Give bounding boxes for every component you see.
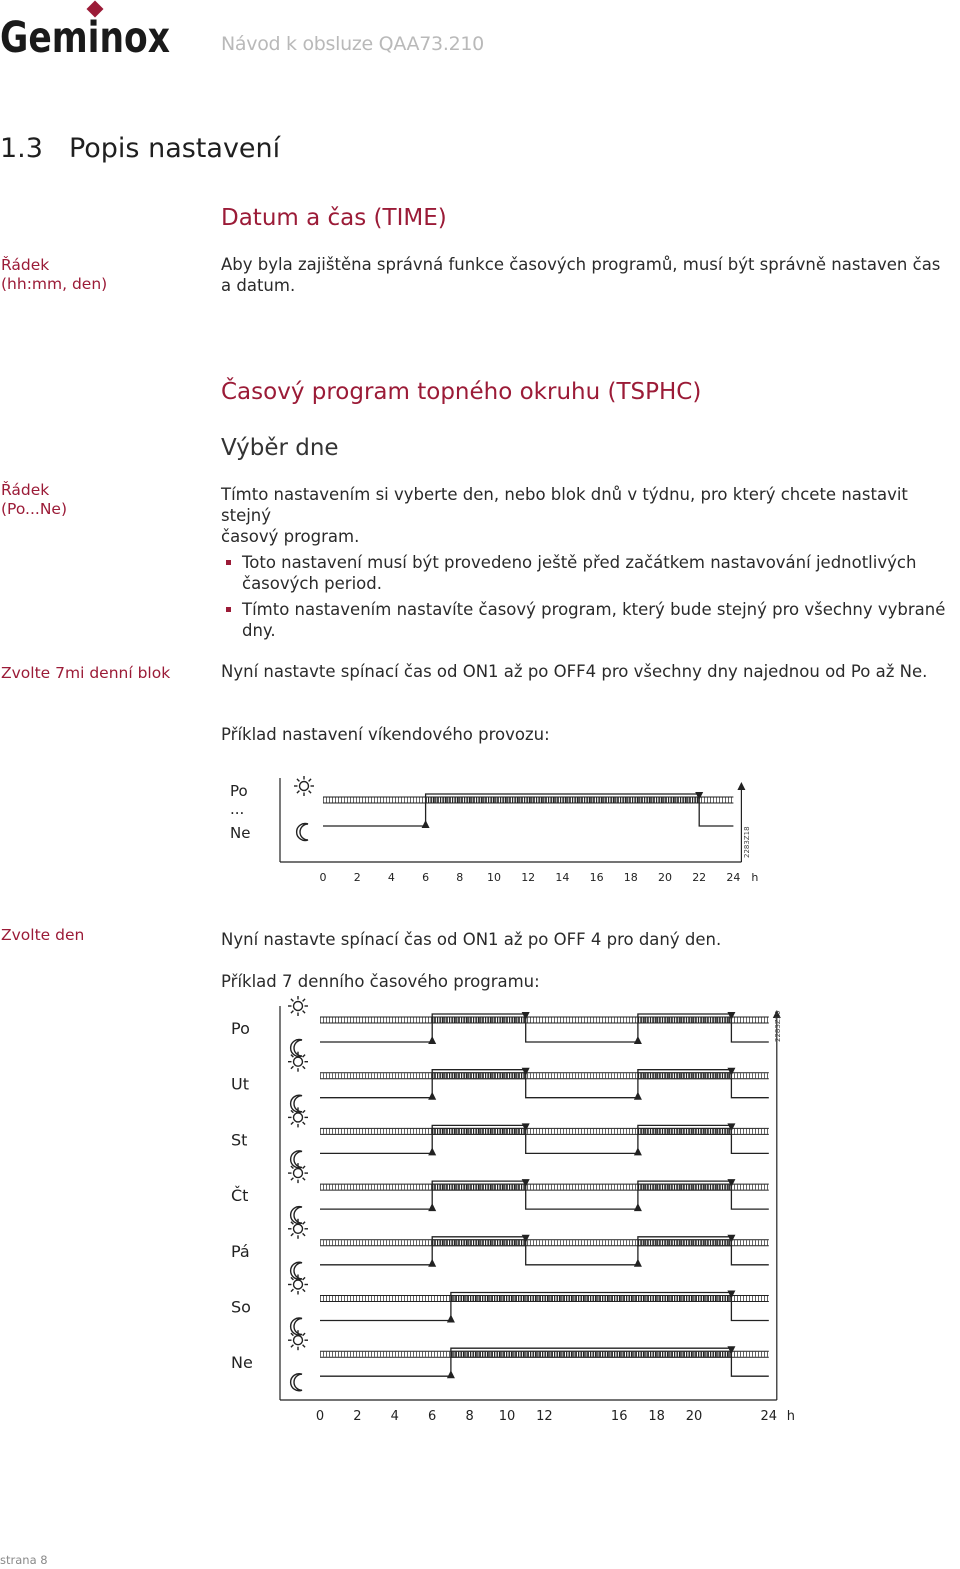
x-tick-label: 2 xyxy=(353,1409,362,1424)
sun-icon-ray xyxy=(291,1066,293,1068)
x-tick-label: 18 xyxy=(648,1409,665,1424)
moon-icon xyxy=(297,824,308,841)
block-text: Nyní nastavte spínací čas od ON1 až po OFF4 pro všechny dny najednou od Po až Ne. xyxy=(221,662,928,681)
x-tick-label: 20 xyxy=(685,1409,703,1424)
day-label: Po xyxy=(231,1019,250,1038)
x-tick-label: 10 xyxy=(487,871,501,884)
sun-icon-ray xyxy=(303,1055,305,1057)
sun-icon xyxy=(288,1052,308,1072)
section-title xyxy=(0,133,280,164)
sun-icon-ray xyxy=(303,1122,305,1124)
program-side-label xyxy=(1,481,67,519)
bullet-square-icon xyxy=(226,560,231,565)
moon-icon xyxy=(291,1207,302,1224)
bullet-line: časových period. xyxy=(242,574,382,593)
moon-icon xyxy=(291,1318,302,1335)
sun-icon-ray xyxy=(291,1178,293,1180)
sun-icon xyxy=(288,1330,308,1350)
section-number: 1.3 xyxy=(0,133,43,164)
day-label: St xyxy=(231,1130,248,1150)
figure-code: 2283Z19 xyxy=(774,1010,782,1042)
weekly-timeline-chart xyxy=(220,1000,800,1430)
sun-icon-ray xyxy=(303,1178,305,1180)
bullet-line: dny. xyxy=(242,621,276,640)
sun-icon-ray xyxy=(291,1011,293,1013)
day-label: Pá xyxy=(231,1241,250,1261)
bullet-line: Toto nastavení musí být provedeno ještě před začátkem nastavování jednotlivých xyxy=(242,553,917,572)
time-side-label-line1: Řádek xyxy=(1,256,50,274)
x-unit-label: h xyxy=(786,1409,796,1424)
section-title-text: Popis nastavení xyxy=(68,133,281,164)
x-tick-label: 10 xyxy=(498,1409,516,1424)
x-tick-label: 16 xyxy=(610,1409,628,1424)
sun-icon-disc xyxy=(294,1280,303,1289)
manual-title: Návod k obsluze QAA73.210 xyxy=(221,33,484,55)
sun-icon-ray xyxy=(303,1289,305,1291)
sun-icon-ray xyxy=(291,1277,293,1279)
block-side-label: Zvolte 7mi denní blok xyxy=(1,664,171,682)
program-text-line1: Tímto nastavením si vyberte den, nebo blok dnů v týdnu, pro který chcete nastavit stejný xyxy=(221,485,908,525)
geminox-logo xyxy=(0,0,175,63)
sun-icon-ray xyxy=(303,1066,305,1068)
time-text-line2: a datum. xyxy=(221,276,296,295)
sun-icon-ray xyxy=(291,1345,293,1347)
program-side-label-line1: Řádek xyxy=(1,481,50,499)
day-side-label: Zvolte den xyxy=(1,926,85,944)
moon-icon xyxy=(291,1151,302,1168)
x-tick-label: 24 xyxy=(760,1409,778,1424)
sun-icon-ray xyxy=(303,1233,305,1235)
week-example-label: Příklad 7 denního časového programu: xyxy=(221,972,540,991)
sun-icon-disc xyxy=(294,1169,303,1178)
x-tick-label: 6 xyxy=(422,871,430,884)
sun-icon xyxy=(288,1219,308,1239)
page-number: strana 8 xyxy=(0,1553,48,1567)
sun-icon-ray xyxy=(303,1222,305,1224)
moon-icon xyxy=(291,1374,302,1391)
x-tick-label: 8 xyxy=(456,871,464,884)
x-tick-label: 14 xyxy=(555,871,570,884)
x-tick-label: 16 xyxy=(589,871,604,884)
sun-icon-ray xyxy=(309,779,311,781)
svg-text:Geminox: Geminox xyxy=(0,13,171,63)
sun-icon-ray xyxy=(309,791,311,793)
bullet-square-icon xyxy=(226,607,231,612)
moon-icon xyxy=(291,1040,302,1057)
sun-icon-ray xyxy=(297,779,299,781)
sun-icon-ray xyxy=(303,1333,305,1335)
sun-icon xyxy=(288,1107,308,1127)
day-text: Nyní nastavte spínací čas od ON1 až po OFF 4 pro daný den. xyxy=(221,930,722,949)
x-tick-label: 4 xyxy=(390,1409,399,1424)
x-tick-label: 8 xyxy=(465,1409,474,1424)
sun-icon-ray xyxy=(291,1055,293,1057)
sun-icon-disc xyxy=(294,1224,303,1233)
sun-icon-ray xyxy=(291,1289,293,1291)
sun-icon-ray xyxy=(291,1110,293,1112)
figure-code: 2283Z18 xyxy=(743,826,751,858)
sun-icon xyxy=(288,996,308,1016)
bullet-item xyxy=(226,552,956,594)
program-bullets xyxy=(226,552,956,646)
sun-icon xyxy=(294,776,314,796)
sun-icon-ray xyxy=(291,1233,293,1235)
sun-icon-disc xyxy=(294,1113,303,1122)
day-label: So xyxy=(231,1297,251,1317)
time-text-line1: Aby byla zajištěna správná funkce časových programů, musí být správně nastaven čas xyxy=(221,255,941,274)
moon-icon xyxy=(291,1262,302,1279)
program-subheading: Výběr dne xyxy=(221,435,339,461)
sun-icon-ray xyxy=(291,1166,293,1168)
day-label: Ut xyxy=(231,1074,249,1094)
sun-icon xyxy=(288,1163,308,1183)
x-tick-label: 4 xyxy=(387,871,395,884)
sun-icon-ray xyxy=(303,1011,305,1013)
sun-icon-ray xyxy=(297,791,299,793)
program-side-label-line2: (Po...Ne) xyxy=(1,500,68,518)
axis-arrow-icon xyxy=(737,782,745,790)
sun-icon-ray xyxy=(303,1345,305,1347)
x-tick-label: 2 xyxy=(353,871,361,884)
sun-icon-ray xyxy=(291,1333,293,1335)
sun-icon-disc xyxy=(300,782,309,791)
sun-icon-disc xyxy=(294,1336,303,1345)
day-label: Po xyxy=(230,782,248,800)
sun-icon-disc xyxy=(294,1057,303,1066)
bullet-item xyxy=(226,599,956,641)
x-tick-label: 0 xyxy=(315,1409,325,1424)
sun-icon-ray xyxy=(303,1277,305,1279)
sun-icon-ray xyxy=(303,1166,305,1168)
program-heading: Časový program topného okruhu (TSPHC) xyxy=(221,379,702,405)
sun-icon-ray xyxy=(291,1122,293,1124)
day-label: ... xyxy=(230,800,245,818)
x-tick-label: 0 xyxy=(319,871,327,884)
day-label: Čt xyxy=(231,1186,249,1206)
sun-icon-disc xyxy=(294,1002,303,1011)
x-tick-label: 20 xyxy=(658,871,672,884)
sun-icon-ray xyxy=(291,999,293,1001)
weekend-timeline-chart xyxy=(220,770,780,890)
bullet-line: Tímto nastavením nastavíte časový program, který bude stejný pro všechny vybrané xyxy=(242,600,946,619)
time-heading: Datum a čas (TIME) xyxy=(221,205,447,231)
moon-icon xyxy=(291,1095,302,1112)
day-label: Ne xyxy=(230,824,251,842)
time-side-label-line2: (hh:mm, den) xyxy=(1,275,108,293)
x-tick-label: 18 xyxy=(623,871,638,884)
time-side-label xyxy=(1,256,107,294)
sun-icon-ray xyxy=(303,999,305,1001)
x-tick-label: 12 xyxy=(536,1409,553,1424)
day-label: Ne xyxy=(231,1353,253,1373)
program-text-line2: časový program. xyxy=(221,527,360,546)
weekend-example-label: Příklad nastavení víkendového provozu: xyxy=(221,725,550,744)
x-unit-label: h xyxy=(751,871,759,884)
x-tick-label: 6 xyxy=(428,1409,437,1424)
x-tick-label: 12 xyxy=(521,871,536,884)
x-tick-label: 24 xyxy=(726,871,741,884)
program-text xyxy=(221,484,959,547)
sun-icon-ray xyxy=(291,1222,293,1224)
time-text xyxy=(221,254,956,296)
sun-icon-ray xyxy=(303,1110,305,1112)
sun-icon xyxy=(288,1275,308,1295)
x-tick-label: 22 xyxy=(692,871,707,884)
